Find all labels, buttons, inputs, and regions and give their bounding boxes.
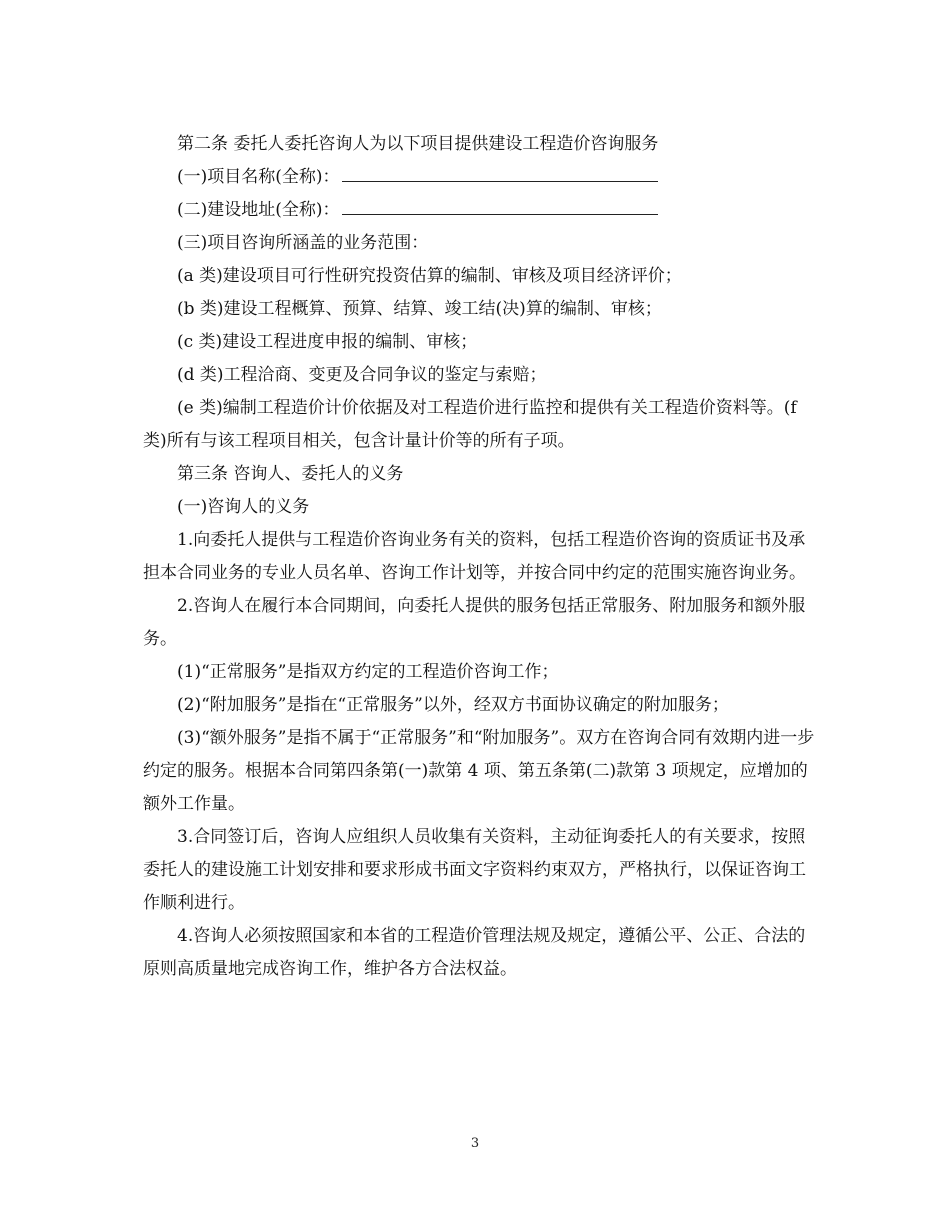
page-number: 3 xyxy=(470,1136,480,1151)
project-name-label: (一)项目名称(全称)： xyxy=(177,167,340,187)
duty-item-1: 1.向委托人提供与工程造价咨询业务有关的资料，包括工程造价咨询的资质证书及承担本合同业务的专业人员名单、咨询工作计划等，并按合同中约定的范围实施咨询业务。 xyxy=(143,530,806,583)
article2-heading: 第二条 委托人委托咨询人为以下项目提供建设工程造价咨询服务 xyxy=(177,134,659,154)
scope-heading: (三)项目咨询所涵盖的业务范围： xyxy=(177,233,429,253)
scope-d: (d 类)工程洽商、变更及合同争议的鉴定与索赔； xyxy=(177,365,547,385)
project-name-row xyxy=(143,161,815,194)
duty-item-4: 4.咨询人必须按照国家和本省的工程造价管理法规及规定，遵循公平、公正、合法的原则高质量地完成咨询工作，维护各方合法权益。 xyxy=(143,926,806,979)
scope-c: (c 类)建设工程进度申报的编制、审核； xyxy=(177,332,478,352)
duty-item-2: 2.咨询人在履行本合同期间，向委托人提供的服务包括正常服务、附加服务和额外服务。 xyxy=(143,596,806,649)
article3-heading: 第三条 咨询人、委托人的义务 xyxy=(177,464,404,484)
scope-e: (e 类)编制工程造价计价依据及对工程造价进行监控和提供有关工程造价资料等。(f 类)所有与该工程项目相关，包含计量计价等的所有子项。 xyxy=(143,398,797,451)
scope-b: (b 类)建设工程概算、预算、结算、竣工结(决)算的编制、审核； xyxy=(177,299,662,319)
scope-a: (a 类)建设项目可行性研究投资估算的编制、审核及项目经济评价； xyxy=(177,266,682,286)
project-address-row xyxy=(143,194,815,227)
project-address-blank[interactable] xyxy=(342,194,658,215)
duty-item-2-3: (3)“额外服务”是指不属于“正常服务”和“附加服务”。双方在咨询合同有效期内进一步约定的服务。根据本合同第四条第(一)款第 4 项、第五条第(二)款第 3 项规定，应增加的额外工作量。 xyxy=(143,728,815,814)
duty-item-3: 3.合同签订后，咨询人应组织人员收集有关资料，主动征询委托人的有关要求，按照委托人的建设施工计划安排和要求形成书面文字资料约束双方，严格执行，以保证咨询工作顺利进行。 xyxy=(143,827,806,913)
document-body xyxy=(143,128,815,986)
consultant-duties-heading: (一)咨询人的义务 xyxy=(177,497,310,517)
duty-item-2-1: (1)“正常服务”是指双方约定的工程造价咨询工作； xyxy=(177,662,559,682)
project-address-label: (二)建设地址(全称)： xyxy=(177,200,340,220)
duty-item-2-2: (2)“附加服务”是指在“正常服务”以外，经双方书面协议确定的附加服务； xyxy=(177,695,729,715)
project-name-blank[interactable] xyxy=(342,161,658,182)
